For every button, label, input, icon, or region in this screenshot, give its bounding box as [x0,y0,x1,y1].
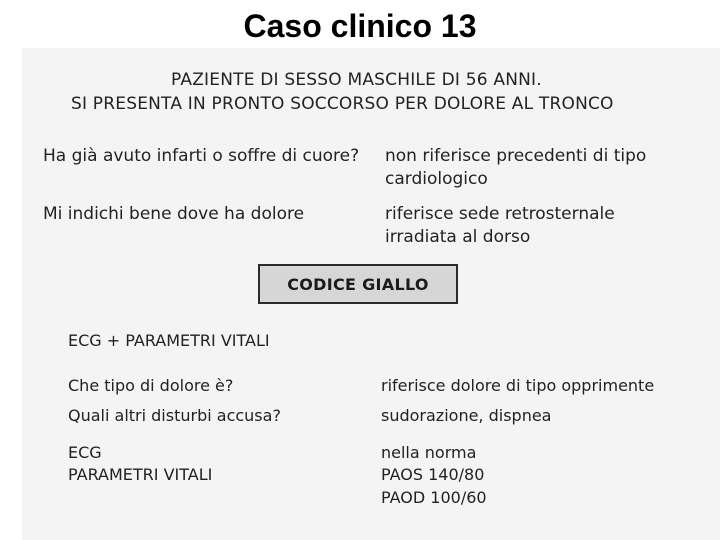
exam-question-2: Quali altri disturbi accusa? [68,406,281,425]
patient-header-line-1: PAZIENTE DI SESSO MASCHILE DI 56 ANNI. [171,70,542,90]
triage-question-2: Mi indichi bene dove ha dolore [43,204,305,224]
triage-answer-2-line-1: riferisce sede retrosternale [385,204,615,224]
result-value-ecg: nella norma [381,443,477,462]
triage-question-1: Ha già avuto infarti o soffre di cuore? [43,146,360,166]
exam-answer-2: sudorazione, dispnea [381,406,552,425]
triage-code-box [258,264,458,304]
result-value-paod: PAOD 100/60 [381,488,487,507]
exam-answer-1: riferisce dolore di tipo opprimente [381,376,655,395]
triage-code-label: CODICE GIALLO [287,274,429,294]
triage-answer-1-line-1: non riferisce precedenti di tipo [385,146,647,166]
patient-header-line-2: SI PRESENTA IN PRONTO SOCCORSO PER DOLORE AL TRONCO [71,94,614,114]
triage-answer-1-line-2: cardiologico [385,169,488,189]
result-label-parametri: PARAMETRI VITALI [68,465,213,484]
exam-heading: ECG + PARAMETRI VITALI [68,331,270,350]
triage-answer-2-line-2: irradiata al dorso [385,227,531,247]
slide-title: Caso clinico 13 [243,8,477,44]
result-value-paos: PAOS 140/80 [381,465,485,484]
result-label-ecg: ECG [68,443,102,462]
exam-question-1: Che tipo di dolore è? [68,376,234,395]
